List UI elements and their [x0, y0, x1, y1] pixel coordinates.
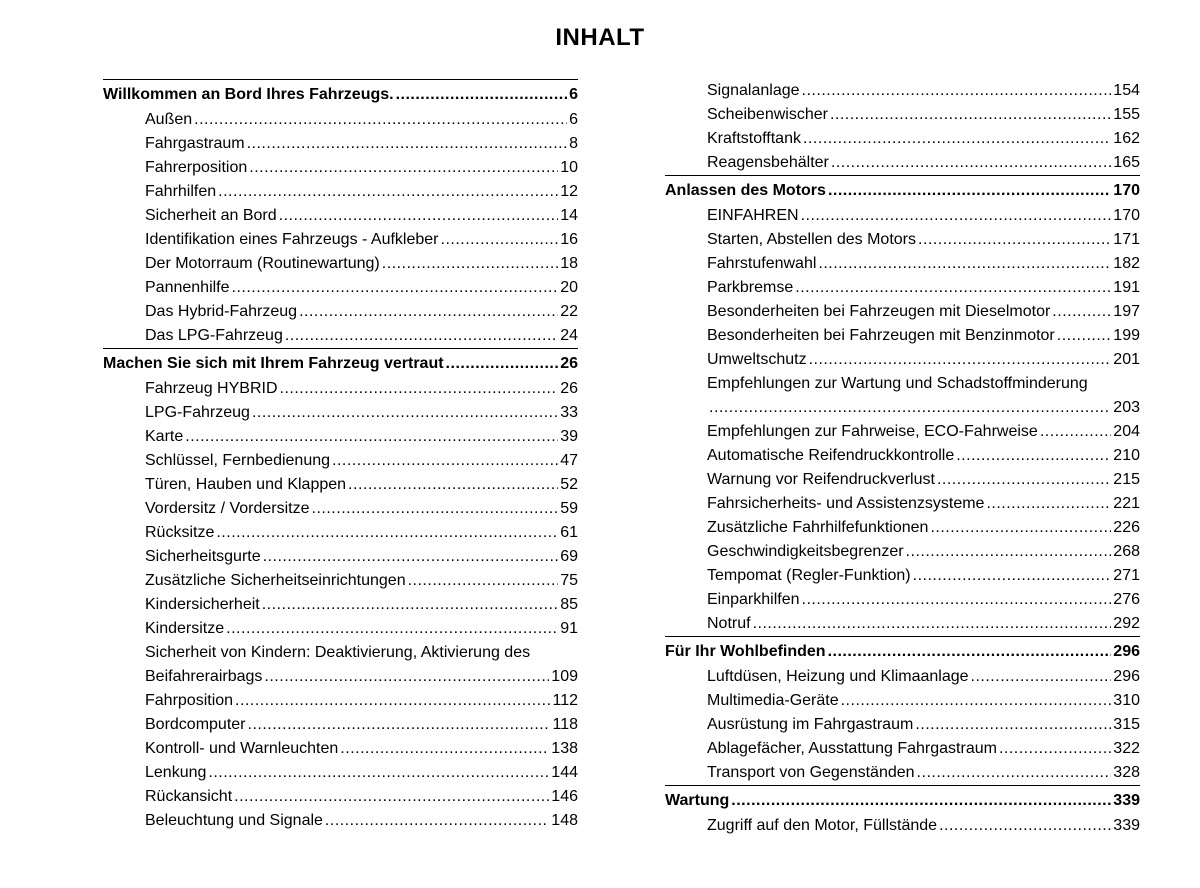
toc-leader-dots [937, 468, 1111, 492]
toc-page-number: 112 [552, 692, 578, 709]
toc-page-number: 18 [560, 255, 578, 272]
toc-entry[interactable] [665, 612, 1140, 636]
toc-leader-dots [913, 564, 1112, 588]
toc-page-number: 201 [1113, 351, 1140, 368]
toc-entry[interactable] [665, 713, 1140, 737]
toc-entry-label: Ausrüstung im Fahrgastraum [707, 716, 914, 733]
toc-page-number: 203 [1113, 399, 1140, 416]
toc-entry[interactable] [103, 641, 578, 665]
toc-page-number: 215 [1113, 471, 1140, 488]
toc-entry[interactable] [665, 372, 1140, 396]
toc-leader-dots [818, 252, 1111, 276]
toc-entry[interactable] [103, 665, 578, 689]
toc-leader-dots [249, 156, 558, 180]
toc-entry-label: Beleuchtung und Signale [145, 812, 323, 829]
toc-leader-dots [1057, 324, 1112, 348]
toc-column-right [665, 79, 1140, 838]
toc-leader-dots [795, 276, 1111, 300]
toc-leader-dots [828, 177, 1111, 204]
toc-leader-dots [986, 492, 1111, 516]
toc-leader-dots [194, 108, 567, 132]
toc-leader-dots [906, 540, 1112, 564]
toc-entry-label: Geschwindigkeitsbegrenzer [707, 543, 904, 560]
toc-page-number: 52 [560, 476, 578, 493]
toc-entry-label: Fahrsicherheits- und Assistenzsysteme [707, 495, 985, 512]
toc-entry[interactable] [665, 564, 1140, 588]
toc-entry-label: Fahrzeug HYBRID [145, 380, 278, 397]
toc-leader-dots [731, 787, 1111, 814]
toc-page-number: 276 [1113, 591, 1140, 608]
toc-entry-label: Empfehlungen zur Fahrweise, ECO-Fahrweise [707, 423, 1038, 440]
toc-page-number: 26 [560, 355, 578, 372]
toc-page-number: 226 [1113, 519, 1140, 536]
toc-page-number: 328 [1113, 764, 1140, 781]
toc-page-number: 59 [560, 500, 578, 517]
toc-page-number: 339 [1113, 817, 1140, 834]
toc-page-number: 268 [1113, 543, 1140, 560]
toc-page-number: 16 [560, 231, 578, 248]
toc-entry-label: Automatische Reifendruckkontrolle [707, 447, 955, 464]
toc-entry-label: Kindersicherheit [145, 596, 260, 613]
toc-page-number: 162 [1113, 130, 1140, 147]
toc-entry-label: Scheibenwischer [707, 106, 828, 123]
toc-entry[interactable] [665, 737, 1140, 761]
toc-page-number: 138 [551, 740, 578, 757]
toc-entry[interactable] [103, 809, 578, 833]
toc-entry[interactable] [103, 324, 578, 348]
toc-leader-dots [348, 473, 558, 497]
toc-entry[interactable] [665, 300, 1140, 324]
toc-page-number: 170 [1113, 207, 1140, 224]
toc-entry[interactable] [665, 276, 1140, 300]
toc-entry[interactable] [665, 761, 1140, 785]
toc-section-entry[interactable] [103, 79, 578, 108]
toc-page-number: 165 [1113, 154, 1140, 171]
toc-page-number: 144 [551, 764, 578, 781]
toc-leader-dots [208, 761, 549, 785]
toc-entry[interactable] [103, 497, 578, 521]
toc-leader-dots [831, 151, 1111, 175]
toc-page-number: 199 [1113, 327, 1140, 344]
toc-page-number: 20 [560, 279, 578, 296]
toc-entry[interactable] [103, 593, 578, 617]
toc-entry-label: Empfehlungen zur Wartung und Schadstoffminderung [707, 375, 1088, 392]
toc-entry[interactable] [665, 444, 1140, 468]
toc-entry-label: Zusätzliche Sicherheitseinrichtungen [145, 572, 406, 589]
toc-page-number: 33 [560, 404, 578, 421]
toc-entry-label: Anlassen des Motors [665, 182, 826, 199]
toc-leader-dots [408, 569, 559, 593]
toc-entry-label: Fahrgastraum [145, 135, 245, 152]
toc-page-number: 61 [560, 524, 578, 541]
toc-page-number: 296 [1113, 668, 1140, 685]
toc-entry-label: Transport von Gegenständen [707, 764, 915, 781]
toc-entry[interactable] [103, 401, 578, 425]
toc-page-number: 315 [1113, 716, 1140, 733]
toc-entry-label: Besonderheiten bei Fahrzeugen mit Dieselmotor [707, 303, 1051, 320]
toc-leader-dots [956, 444, 1111, 468]
toc-page-number: 85 [560, 596, 578, 613]
toc-page-number: 296 [1113, 643, 1140, 660]
toc-leader-dots [1040, 420, 1111, 444]
toc-leader-dots [930, 516, 1111, 540]
toc-entry[interactable] [665, 468, 1140, 492]
toc-entry[interactable] [103, 377, 578, 401]
toc-entry-label: Identifikation eines Fahrzeugs - Aufkleber [145, 231, 439, 248]
toc-entry[interactable] [665, 689, 1140, 713]
toc-entry[interactable] [103, 521, 578, 545]
toc-entry[interactable] [103, 713, 578, 737]
toc-entry-label: Zugriff auf den Motor, Füllstände [707, 817, 938, 834]
toc-entry-label: Fahrstufenwahl [707, 255, 817, 272]
page-title: INHALT [555, 24, 645, 51]
toc-entry[interactable] [665, 396, 1140, 420]
toc-leader-dots [185, 425, 558, 449]
toc-entry-label: Der Motorraum (Routinewartung) [145, 255, 380, 272]
toc-page-number: 24 [560, 327, 578, 344]
toc-entry-label: Fahrposition [145, 692, 234, 709]
toc-leader-dots [340, 737, 549, 761]
toc-entry-label: Türen, Hauben und Klappen [145, 476, 347, 493]
toc-leader-dots [803, 127, 1111, 151]
toc-entry[interactable] [665, 814, 1140, 838]
toc-page-number: 148 [551, 812, 578, 829]
toc-page-number: 39 [560, 428, 578, 445]
toc-page-number: 204 [1113, 423, 1140, 440]
toc-leader-dots [828, 638, 1112, 665]
toc-entry-label: Sicherheit von Kindern: Deaktivierung, Aktivierung des [145, 644, 531, 661]
toc-leader-dots [918, 228, 1111, 252]
toc-leader-dots [802, 79, 1112, 103]
toc-entry-label: Warnung vor Reifendruckverlust [707, 471, 935, 488]
toc-entry-label: Kindersitze [145, 620, 225, 637]
toc-entry-label: Einparkhilfen [707, 591, 800, 608]
toc-entry-label: EINFAHREN [707, 207, 799, 224]
toc-page-number: 6 [569, 111, 578, 128]
toc-leader-dots [802, 588, 1112, 612]
toc-entry[interactable] [103, 761, 578, 785]
toc-entry[interactable] [103, 785, 578, 809]
toc-page-number: 191 [1113, 279, 1140, 296]
toc-entry[interactable] [103, 425, 578, 449]
toc-entry[interactable] [665, 540, 1140, 564]
toc-page-number: 47 [560, 452, 578, 469]
toc-entry-label: Fahrerposition [145, 159, 248, 176]
toc-page-number: 155 [1113, 106, 1140, 123]
toc-section-entry[interactable] [665, 636, 1140, 665]
toc-page-number: 6 [569, 86, 578, 103]
toc-leader-dots [396, 81, 568, 108]
toc-leader-dots [247, 132, 568, 156]
toc-leader-dots [709, 396, 1111, 420]
toc-entry-label: Umweltschutz [707, 351, 807, 368]
toc-entry-label: Tempomat (Regler-Funktion) [707, 567, 911, 584]
toc-entry-label: Außen [145, 111, 193, 128]
toc-leader-dots [299, 300, 558, 324]
toc-page-number: 322 [1113, 740, 1140, 757]
toc-leader-dots [999, 737, 1111, 761]
toc-entry[interactable] [665, 588, 1140, 612]
toc-page-number: 154 [1113, 82, 1140, 99]
toc-entry[interactable] [665, 420, 1140, 444]
toc-entry-label: Wartung [665, 792, 730, 809]
toc-entry[interactable] [665, 324, 1140, 348]
toc-page-number: 26 [560, 380, 578, 397]
toc-entry[interactable] [665, 204, 1140, 228]
toc-leader-dots [915, 713, 1111, 737]
toc-entry-label: Kraftstofftank [707, 130, 801, 147]
toc-entry-label: Vordersitz / Vordersitze [145, 500, 310, 517]
toc-entry-label: Rücksitze [145, 524, 215, 541]
toc-entry[interactable] [665, 151, 1140, 175]
toc-entry-label: LPG-Fahrzeug [145, 404, 250, 421]
toc-leader-dots [216, 521, 558, 545]
toc-entry-label: Bordcomputer [145, 716, 246, 733]
toc-leader-dots [446, 350, 559, 377]
toc-leader-dots [232, 276, 559, 300]
toc-page-number: 91 [560, 620, 578, 637]
toc-entry-label: Multimedia-Geräte [707, 692, 839, 709]
toc-page-number: 182 [1113, 255, 1140, 272]
toc-entry-label: Schlüssel, Fernbedienung [145, 452, 331, 469]
toc-leader-dots [226, 617, 558, 641]
toc-page-number: 339 [1113, 792, 1140, 809]
toc-leader-dots [753, 612, 1112, 636]
toc-leader-dots [801, 204, 1112, 228]
toc-entry[interactable] [103, 300, 578, 324]
toc-entry-label: Machen Sie sich mit Ihrem Fahrzeug vertraut [103, 355, 444, 372]
toc-leader-dots [325, 809, 549, 833]
toc-entry[interactable] [103, 617, 578, 641]
toc-entry[interactable] [665, 516, 1140, 540]
toc-page-number: 69 [560, 548, 578, 565]
toc-leader-dots [917, 761, 1112, 785]
toc-leader-dots [264, 665, 549, 689]
toc-leader-dots [971, 665, 1112, 689]
toc-leader-dots [235, 689, 550, 713]
toc-entry[interactable] [665, 492, 1140, 516]
toc-entry[interactable] [665, 665, 1140, 689]
toc-leader-dots [939, 814, 1111, 838]
toc-column-left [103, 79, 578, 833]
toc-entry[interactable] [665, 127, 1140, 151]
toc-page-number: 310 [1113, 692, 1140, 709]
toc-entry[interactable] [103, 180, 578, 204]
toc-page-number: 146 [551, 788, 578, 805]
toc-page-number: 8 [569, 135, 578, 152]
toc-entry-label: Starten, Abstellen des Motors [707, 231, 916, 248]
toc-page-number: 171 [1113, 231, 1140, 248]
toc-leader-dots [830, 103, 1111, 127]
toc-leader-dots [252, 401, 558, 425]
toc-entry-label: Karte [145, 428, 184, 445]
toc-entry[interactable] [665, 348, 1140, 372]
toc-entry[interactable] [103, 252, 578, 276]
toc-leader-dots [263, 545, 559, 569]
toc-entry-label: Rückansicht [145, 788, 233, 805]
toc-section-entry[interactable] [665, 175, 1140, 204]
toc-entry-label: Das Hybrid-Fahrzeug [145, 303, 298, 320]
toc-leader-dots [841, 689, 1112, 713]
toc-entry-label: Fahrhilfen [145, 183, 217, 200]
toc-entry[interactable] [103, 473, 578, 497]
toc-entry[interactable] [665, 79, 1140, 103]
toc-leader-dots [382, 252, 558, 276]
toc-entry-label: Sicherheit an Bord [145, 207, 277, 224]
toc-entry[interactable] [665, 103, 1140, 127]
toc-entry-label: Sicherheitsgurte [145, 548, 261, 565]
toc-section-entry[interactable] [665, 785, 1140, 814]
toc-leader-dots [262, 593, 558, 617]
toc-entry-label: Notruf [707, 615, 751, 632]
toc-leader-dots [248, 713, 551, 737]
toc-entry[interactable] [665, 228, 1140, 252]
toc-page-number: 292 [1113, 615, 1140, 632]
toc-page-number: 118 [552, 716, 578, 733]
toc-entry[interactable] [103, 276, 578, 300]
toc-entry-label: Zusätzliche Fahrhilfefunktionen [707, 519, 929, 536]
toc-page-number: 10 [560, 159, 578, 176]
toc-entry[interactable] [103, 737, 578, 761]
toc-entry[interactable] [103, 132, 578, 156]
toc-page-number: 210 [1113, 447, 1140, 464]
toc-entry-label: Für Ihr Wohlbefinden [665, 643, 826, 660]
toc-leader-dots [285, 324, 558, 348]
toc-page-number: 271 [1113, 567, 1140, 584]
toc-entry[interactable] [103, 204, 578, 228]
toc-leader-dots [280, 377, 559, 401]
toc-entry-label: Luftdüsen, Heizung und Klimaanlage [707, 668, 969, 685]
toc-entry-label: Signalanlage [707, 82, 800, 99]
toc-entry-label: Pannenhilfe [145, 279, 230, 296]
toc-page-number: 197 [1113, 303, 1140, 320]
toc-page-number: 12 [560, 183, 578, 200]
toc-entry-label: Parkbremse [707, 279, 794, 296]
toc-entry[interactable] [103, 449, 578, 473]
toc-page-number: 221 [1113, 495, 1140, 512]
toc-page-number: 109 [551, 668, 578, 685]
toc-entry-label: Das LPG-Fahrzeug [145, 327, 283, 344]
toc-entry[interactable] [103, 156, 578, 180]
toc-leader-dots [312, 497, 559, 521]
toc-entry[interactable] [103, 545, 578, 569]
toc-leader-dots [218, 180, 558, 204]
toc-leader-dots [441, 228, 559, 252]
toc-page-number: 22 [560, 303, 578, 320]
toc-page-number: 170 [1113, 182, 1140, 199]
toc-leader-dots [234, 785, 549, 809]
toc-leader-dots [1052, 300, 1111, 324]
toc-section-entry[interactable] [103, 348, 578, 377]
toc-entry[interactable] [665, 252, 1140, 276]
toc-page-number: 14 [560, 207, 578, 224]
toc-page-number: 75 [560, 572, 578, 589]
toc-entry[interactable] [103, 108, 578, 132]
toc-entry[interactable] [103, 689, 578, 713]
toc-leader-dots [809, 348, 1112, 372]
toc-entry[interactable] [103, 228, 578, 252]
toc-entry-label: Ablagefächer, Ausstattung Fahrgastraum [707, 740, 997, 757]
toc-entry-label: Beifahrerairbags [145, 668, 263, 685]
toc-entry-label: Reagensbehälter [707, 154, 829, 171]
toc-entry-label: Kontroll- und Warnleuchten [145, 740, 339, 757]
toc-entry[interactable] [103, 569, 578, 593]
toc-leader-dots [332, 449, 558, 473]
toc-entry-label: Besonderheiten bei Fahrzeugen mit Benzinmotor [707, 327, 1055, 344]
toc-entry-label: Willkommen an Bord Ihres Fahrzeugs. [103, 86, 394, 103]
toc-leader-dots [279, 204, 559, 228]
toc-entry-label: Lenkung [145, 764, 207, 781]
